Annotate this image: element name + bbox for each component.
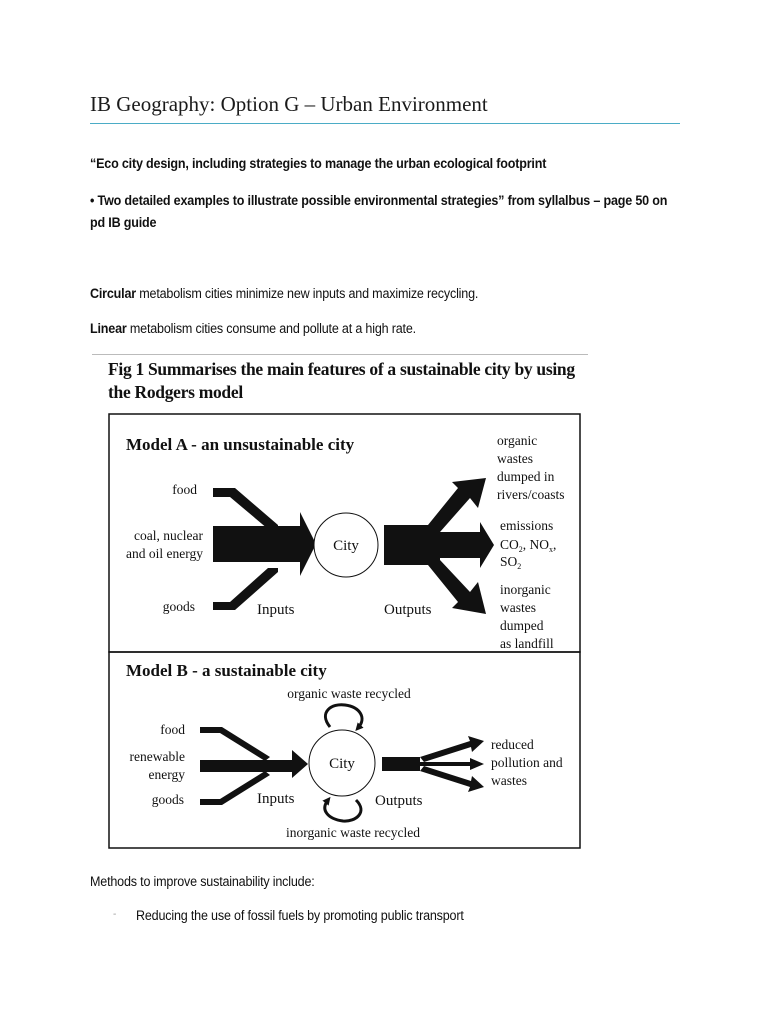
model-a-output-inorganic: wastes <box>500 600 536 615</box>
model-a-output-emissions: emissions <box>500 518 554 533</box>
model-a-output-organic: rivers/coasts <box>497 487 565 502</box>
model-b-recycle-top: organic waste recycled <box>287 686 411 701</box>
figure-caption-line: the Rodgers model <box>108 382 243 402</box>
circular-text: metabolism cities minimize new inputs and maximize recycling. <box>135 286 479 301</box>
organic-recycle-loop-arrow <box>325 705 362 728</box>
model-b-input-energy: renewable <box>129 749 185 764</box>
nox-subscript: x <box>549 545 554 554</box>
inorganic-recycle-loop-arrow <box>325 800 361 821</box>
model-a-outputs-label: Outputs <box>384 602 432 618</box>
co2-text: CO <box>500 537 519 552</box>
model-a-output-emissions-gases <box>500 537 556 554</box>
nox-text: , NO <box>522 537 550 552</box>
co2-subscript: 2 <box>518 545 523 554</box>
comma-text: , <box>553 537 557 552</box>
model-b-outputs-label: Outputs <box>375 793 423 809</box>
syllabus-quote-line: “Eco city design, including strategies to manage the urban ecological footprint <box>90 156 547 171</box>
model-b-input-food: food <box>160 722 185 737</box>
model-a-input-goods: goods <box>162 599 195 614</box>
methods-list-item: Reducing the use of fossil fuels by promoting public transport <box>136 908 464 923</box>
model-a-city-label: City <box>333 538 359 554</box>
bullet-marker: - <box>113 909 117 920</box>
model-a-inputs-label: Inputs <box>257 602 295 618</box>
model-a-output-arrows <box>384 478 494 614</box>
model-b-output: wastes <box>491 773 527 788</box>
model-a-input-food: food <box>172 482 197 497</box>
model-a-output-organic: organic <box>497 433 538 448</box>
model-a-output-inorganic: inorganic <box>500 582 551 597</box>
model-b-output: pollution and <box>491 755 563 770</box>
model-b-input-energy: energy <box>148 767 185 782</box>
linear-text: metabolism cities consume and pollute at a high rate. <box>126 321 416 336</box>
so2-subscript: 2 <box>517 562 522 571</box>
model-a-output-organic: wastes <box>497 451 533 466</box>
model-a-output-inorganic: as landfill <box>500 636 554 651</box>
model-b-recycle-bottom: inorganic waste recycled <box>286 825 420 840</box>
page-title: IB Geography: Option G – Urban Environment <box>90 92 680 124</box>
model-a-title: Model A - an unsustainable city <box>126 435 355 454</box>
figure-caption-line: Fig 1 Summarises the main features of a sustainable city by using <box>108 359 575 379</box>
model-b-title: Model B - a sustainable city <box>126 661 327 680</box>
model-b-output: reduced <box>491 737 534 752</box>
syllabus-quote-line: pd IB guide <box>90 215 157 230</box>
model-a-output-so2 <box>500 554 521 571</box>
model-a-output-organic: dumped in <box>497 469 555 484</box>
model-b-inputs-label: Inputs <box>257 791 295 807</box>
model-a-input-energy: coal, nuclear <box>134 528 203 543</box>
syllabus-quote-line: • Two detailed examples to illustrate possible environmental strategies” from syllalbus – page 50 on <box>90 193 668 208</box>
model-b-input-goods: goods <box>151 792 184 807</box>
so2-text: SO <box>500 554 518 569</box>
model-a-output-inorganic: dumped <box>500 618 544 633</box>
model-a-input-energy: and oil energy <box>126 546 203 561</box>
methods-intro: Methods to improve sustainability include: <box>90 874 315 889</box>
circular-term: Circular <box>90 286 136 301</box>
linear-term: Linear <box>90 321 127 336</box>
model-b-output-arrows <box>382 736 484 792</box>
model-a-input-arrows <box>213 488 316 610</box>
model-b-city-label: City <box>329 756 355 772</box>
